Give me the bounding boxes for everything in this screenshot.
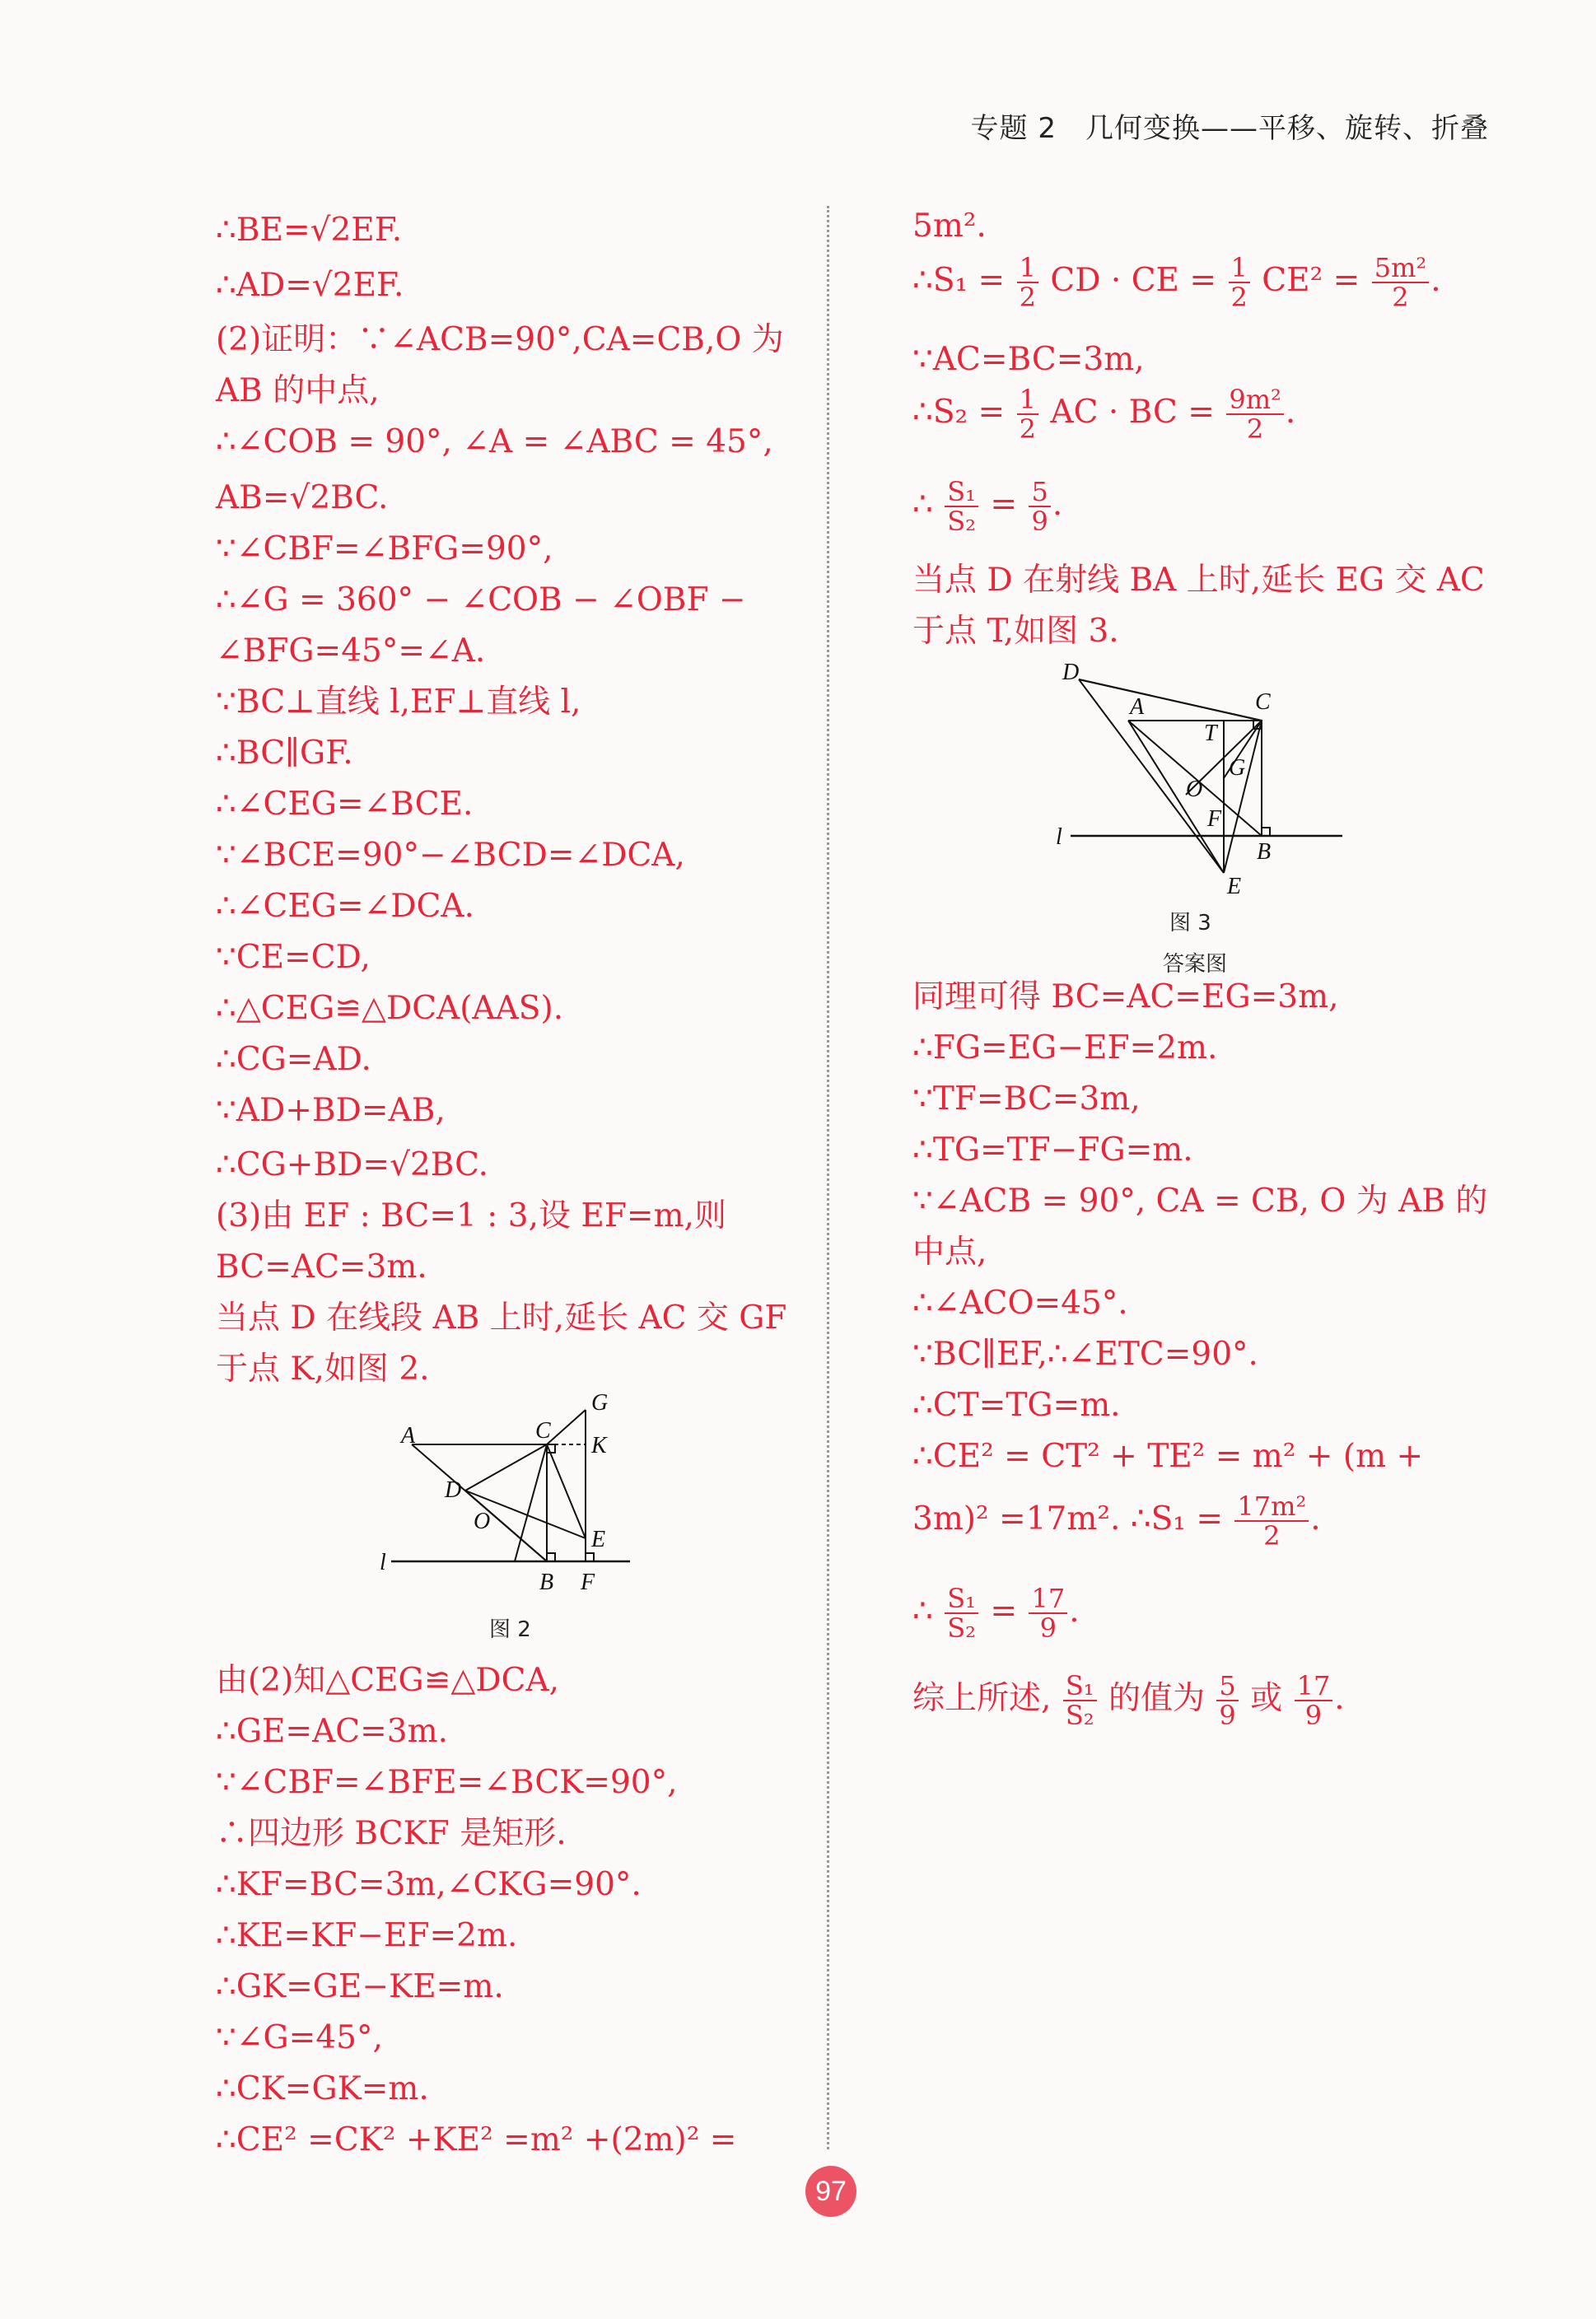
fig3-label-f: F: [1207, 806, 1222, 832]
fraction: $\frac{5}{9}$: [1216, 1672, 1238, 1729]
text-line: ∴∠CEG=∠BCE.: [216, 786, 474, 823]
fraction: $\frac{17}{9}$: [1029, 1584, 1067, 1642]
text-line: ∵∠BCE=90°−∠BCD=∠DCA,: [216, 837, 685, 874]
text-line: ∴CE² =CK² +KE² =m² +(2m)² =: [216, 2121, 737, 2158]
text-line: ∵BC⊥直线 l,EF⊥直线 l,: [216, 684, 581, 721]
text-line: ∴GE=AC=3m.: [216, 1713, 448, 1750]
text-line: ∵∠ACB = 90°, CA = CB, O 为 AB 的: [912, 1183, 1488, 1220]
text-line: ∴∠ACO=45°.: [912, 1285, 1128, 1322]
equation-s2: ∴S₂ = $\frac{1}{2}$ AC · BC = $\frac{\text{9m²}}{2}$ .: [912, 384, 1296, 445]
text-line: ∴CE² = CT² + TE² = m² + (m +: [912, 1438, 1424, 1475]
fraction: $\frac{1}{2}$: [1229, 254, 1250, 311]
fig2-label-c: C: [535, 1418, 551, 1444]
conclusion-line: 综上所述, $\frac{\text{S₁}}{\text{S₂}}$ 的值为 $\frac{5}{9}$ 或 $\frac{17}{9}$ .: [912, 1670, 1345, 1731]
fig3-label-d: D: [1062, 660, 1080, 685]
text-line: ∠BFG=45°=∠A.: [216, 632, 486, 670]
fraction: $\frac{\text{S₁}}{\text{S₂}}$: [945, 478, 978, 535]
header-title: 专题 2 几何变换——平移、旋转、折叠: [970, 112, 1489, 145]
fraction: $\frac{\text{S₁}}{\text{S₂}}$: [1063, 1672, 1097, 1729]
text-line: ∴△CEG≌△DCA(AAS).: [216, 990, 564, 1027]
figure-2: [375, 1392, 638, 1598]
text-line: 当点 D 在射线 BA 上时,延长 EG 交 AC: [912, 562, 1485, 599]
text-line: ∴四边形 BCKF 是矩形.: [216, 1815, 567, 1852]
text-line: 中点,: [912, 1234, 987, 1271]
equation-s1-case2: 3m)² =17m². ∴S₁ = $\frac{\text{17m²}}{2}$ .: [912, 1491, 1321, 1551]
fraction: $\frac{17}{9}$: [1295, 1672, 1333, 1729]
fig3-label-g: G: [1229, 755, 1246, 781]
fig3-label-a: A: [1130, 694, 1145, 720]
text-line: 由(2)知△CEG≌△DCA,: [216, 1662, 560, 1699]
text-line: ∴AD=√2EF.: [216, 267, 404, 304]
fraction: $\frac{1}{2}$: [1017, 254, 1038, 311]
text-line: ∴CG+BD=√2BC.: [216, 1146, 488, 1183]
text-line: (3)由 EF : BC=1 : 3,设 EF=m,则: [216, 1197, 726, 1234]
equation-ratio-1: ∴ $\frac{\text{S₁}}{\text{S₂}}$ = $\frac{5}{9}$ .: [912, 476, 1063, 537]
text-line: ∴BE=√2EF.: [216, 212, 403, 249]
text-line: 同理可得 BC=AC=EG=3m,: [912, 978, 1339, 1015]
text-line: 当点 D 在线段 AB 上时,延长 AC 交 GF: [216, 1299, 787, 1337]
text-line: ∴TG=TF−FG=m.: [912, 1132, 1193, 1169]
text-line: ∵∠G=45°,: [216, 2019, 383, 2056]
text-line: ∴∠G = 360° − ∠COB − ∠OBF −: [216, 581, 746, 618]
text-line: ∵∠CBF=∠BFE=∠BCK=90°,: [216, 1764, 678, 1801]
text-line: 于点 T,如图 3.: [912, 613, 1119, 650]
text-line: ∵AC=BC=3m,: [912, 341, 1145, 378]
fig2-label-g: G: [591, 1392, 609, 1416]
fig2-label-d: D: [445, 1477, 462, 1503]
page-number: 97: [805, 2166, 856, 2217]
equation-ratio-2: ∴ $\frac{\text{S₁}}{\text{S₂}}$ = $\frac{17}{9}$ .: [912, 1583, 1080, 1644]
figure-3-caption: 图 3: [1169, 911, 1211, 936]
figure-2-caption: 图 2: [489, 1617, 531, 1642]
text-line: ∴FG=EG−EF=2m.: [912, 1029, 1218, 1066]
text-line: ∵AD+BD=AB,: [216, 1092, 446, 1129]
text-line: ∴CT=TG=m.: [912, 1387, 1121, 1424]
text-line: ∵CE=CD,: [216, 939, 371, 976]
fraction: $\frac{\text{S₁}}{\text{S₂}}$: [945, 1584, 978, 1642]
fig3-label-l: l: [1056, 824, 1062, 850]
fig3-label-e: E: [1227, 874, 1242, 899]
text-line: AB=√2BC.: [216, 479, 389, 516]
fig2-label-b: B: [539, 1570, 554, 1595]
text-line: ∴∠COB = 90°, ∠A = ∠ABC = 45°,: [216, 423, 773, 460]
fig3-label-b: B: [1257, 839, 1272, 865]
text-line: ∴CG=AD.: [216, 1041, 371, 1078]
fraction: $\frac{\text{9m²}}{2}$: [1226, 385, 1284, 443]
text-line: ∵TF=BC=3m,: [912, 1080, 1141, 1118]
text-line: (2)证明：∵∠ACB=90°,CA=CB,O 为: [216, 321, 784, 358]
text-line: ∴∠CEG=∠DCA.: [216, 888, 474, 925]
fig3-label-o: O: [1186, 777, 1203, 802]
text-line: 于点 K,如图 2.: [216, 1351, 430, 1388]
fig2-label-a: A: [401, 1423, 416, 1449]
text-line: ∵∠CBF=∠BFG=90°,: [216, 530, 553, 567]
figure-3-subcaption: 答案图: [1163, 952, 1228, 977]
fig3-label-c: C: [1255, 689, 1271, 715]
text-line: ∴KE=KF−EF=2m.: [216, 1917, 518, 1954]
fraction: $\frac{\text{5m²}}{2}$: [1372, 254, 1430, 311]
text-line: 5m².: [912, 208, 987, 245]
fraction: $\frac{5}{9}$: [1029, 478, 1050, 535]
equation-s1: ∴S₁ = $\frac{1}{2}$ CD · CE = $\frac{1}{2}$ CE² = $\frac{\text{5m²}}{2}$ .: [912, 252, 1441, 313]
fig2-label-l: l: [380, 1550, 386, 1575]
text-line: ∴GK=GE−KE=m.: [216, 1968, 504, 2005]
fig3-label-t: T: [1204, 721, 1217, 746]
text-line: AB 的中点,: [216, 372, 380, 409]
fig2-label-e: E: [591, 1527, 606, 1552]
text-line: ∴KF=BC=3m,∠CKG=90°.: [216, 1866, 642, 1903]
fraction: $\frac{\text{17m²}}{2}$: [1234, 1492, 1309, 1550]
fig2-label-k: K: [591, 1433, 607, 1458]
text-line: ∴CK=GK=m.: [216, 2070, 429, 2107]
fraction: $\frac{1}{2}$: [1017, 385, 1038, 443]
fig2-label-f: F: [581, 1570, 595, 1595]
figure-3: [1046, 655, 1351, 902]
column-divider: [827, 206, 829, 2149]
text-line: ∴BC∥GF.: [216, 735, 353, 772]
text-line: ∵BC∥EF,∴∠ETC=90°.: [912, 1336, 1258, 1373]
fig2-label-o: O: [474, 1509, 491, 1534]
text-line: BC=AC=3m.: [216, 1248, 427, 1285]
